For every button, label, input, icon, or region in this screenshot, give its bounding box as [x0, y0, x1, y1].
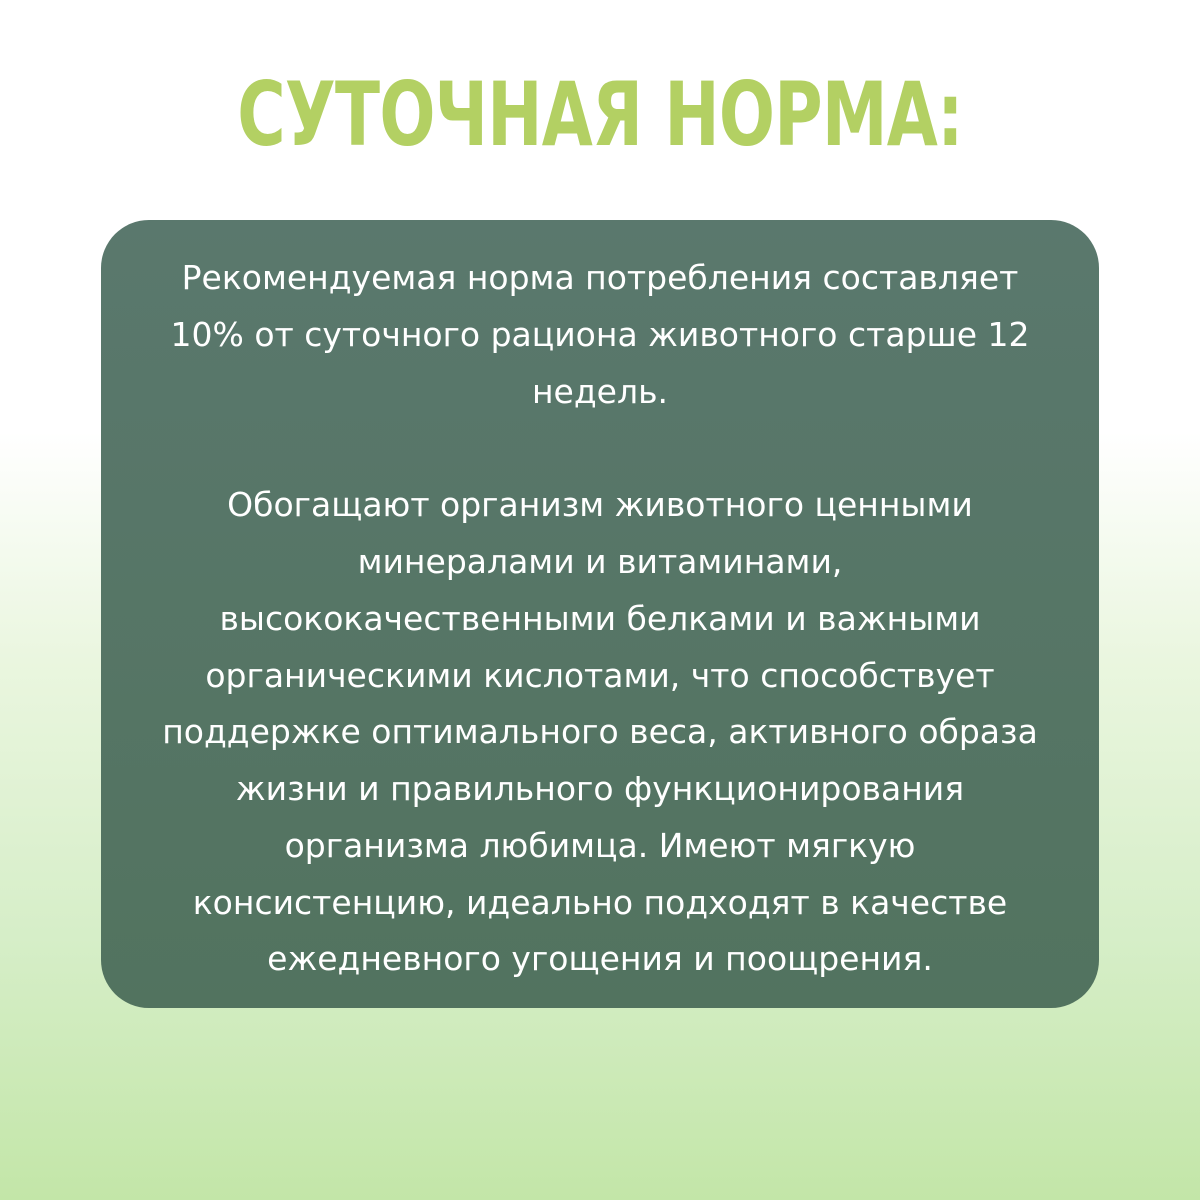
- paragraph-spacer: [121, 420, 1079, 477]
- daily-norm-paragraph: Рекомендуемая норма потребления составляет 10% от суточного рациона животного старше 12 недель.: [170, 258, 1030, 411]
- benefits-paragraph: Обогащают организм животного ценными минералами и витаминами, высококачественными белками и важными органическими кислотами, что способствует поддержке оптимального веса, активного образа жизни и правильного функционирования организма любимца. Имеют мягкую консистенцию, идеально подходят в качестве ежедневного угощения и поощрения.: [162, 485, 1038, 979]
- info-card: [101, 220, 1099, 1008]
- page-title: СУТОЧНАЯ НОРМА:: [237, 63, 963, 166]
